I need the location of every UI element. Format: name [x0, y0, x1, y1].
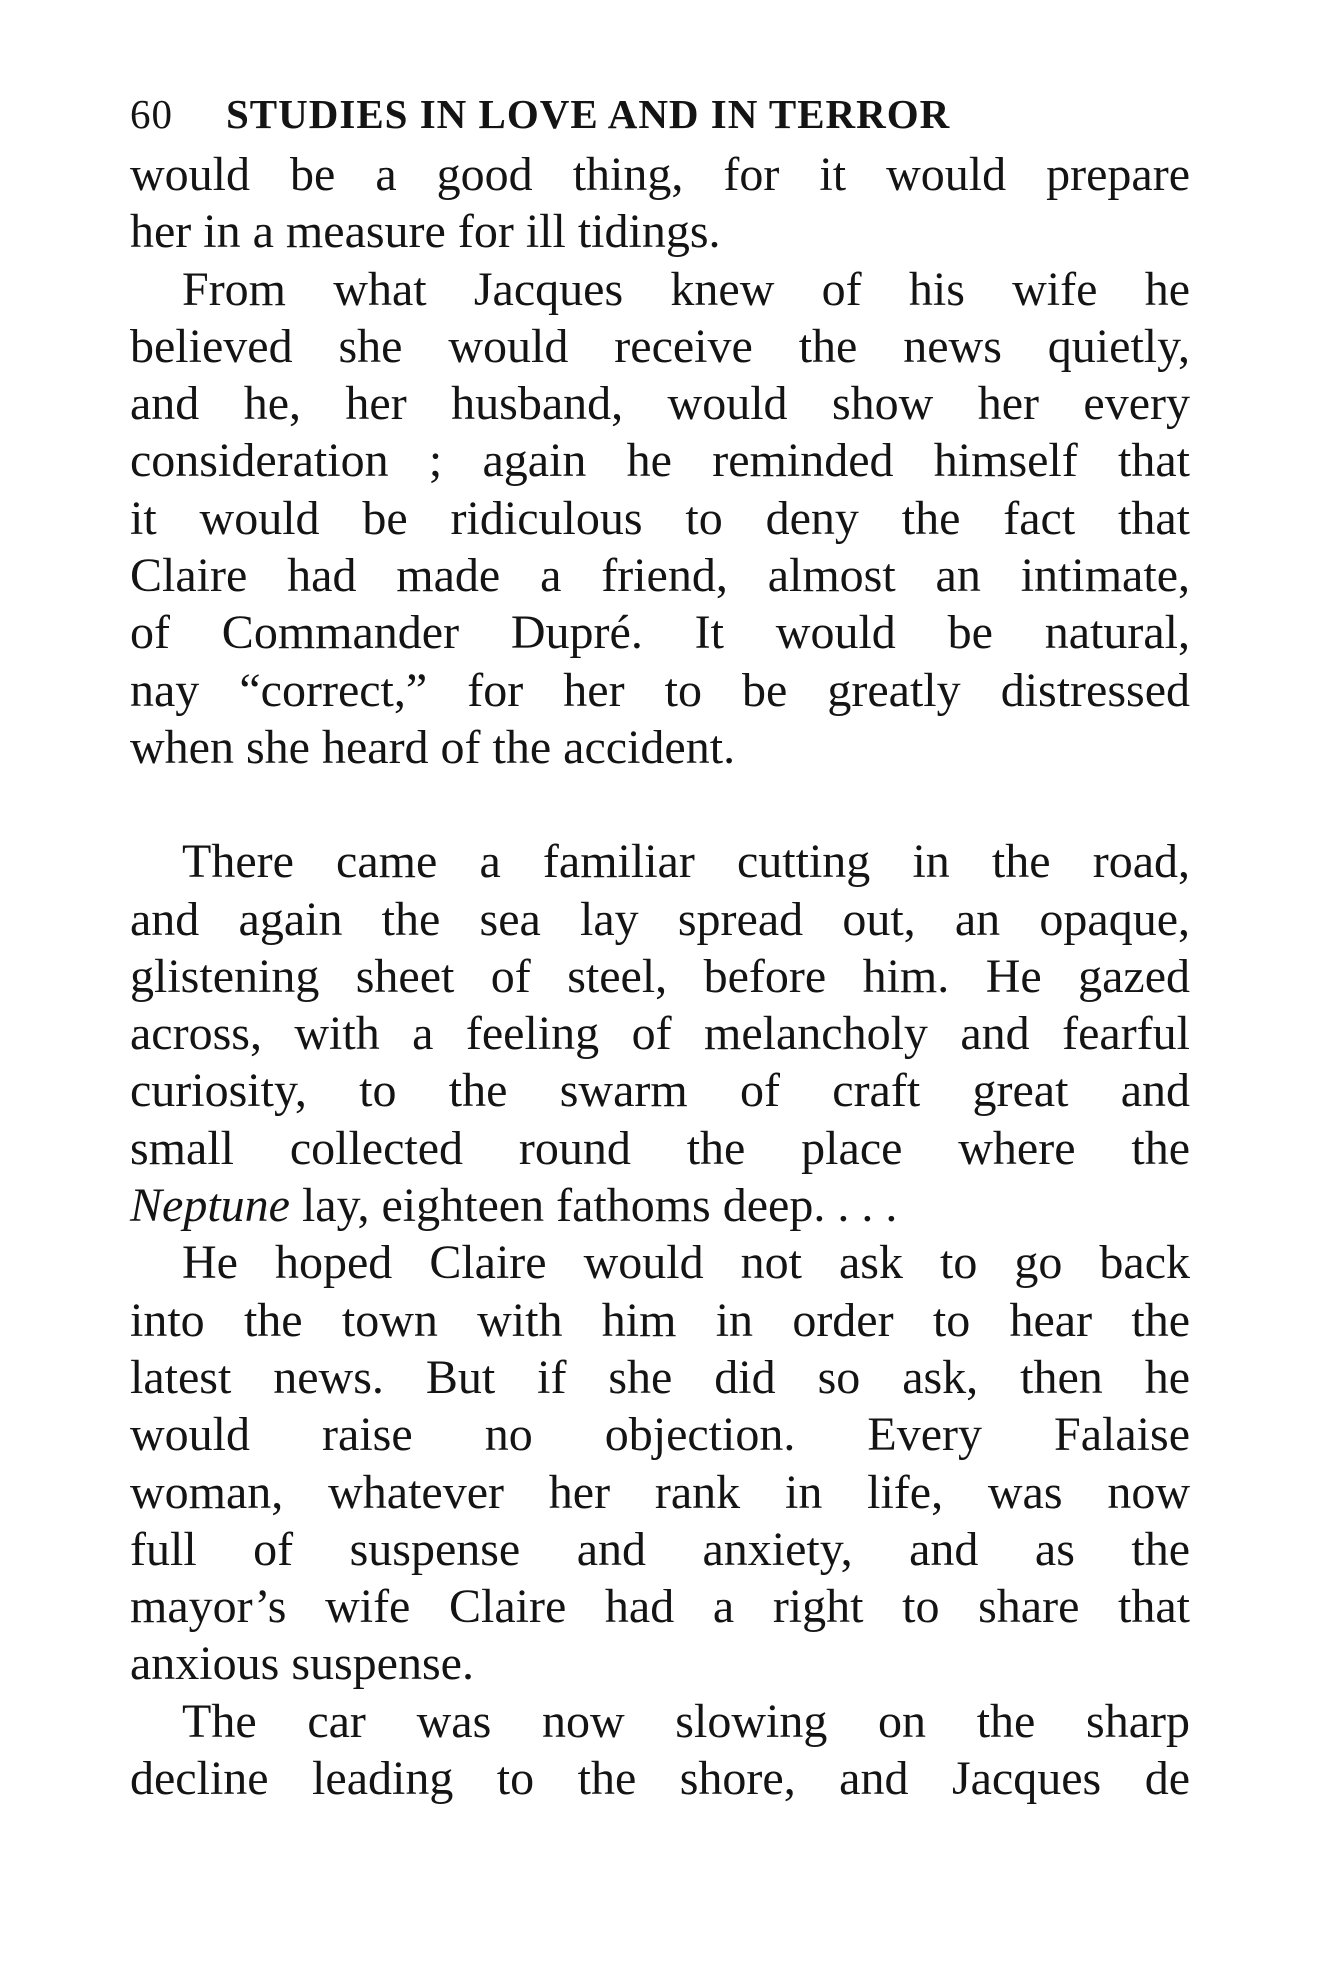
text-line: glistening sheet of steel, before him. He gazed [130, 949, 1190, 1003]
text-line: into the town with him in order to hear the [130, 1293, 1190, 1347]
text-line: her in a measure for ill tidings. [130, 205, 721, 259]
paragraph-3 [130, 833, 1190, 1234]
paragraph-2 [130, 261, 1190, 777]
text-line: small collected round the place where the [130, 1121, 1190, 1175]
text-line: believed she would receive the news quietly, [130, 319, 1190, 373]
text-line: decline leading to the shore, and Jacques de [130, 1752, 1190, 1806]
text-line: and he, her husband, would show her every [130, 377, 1190, 431]
text-line: and again the sea lay spread out, an opaque, [130, 892, 1190, 946]
text-line [130, 1177, 1190, 1234]
text-line: There came a familiar cutting in the road, [182, 835, 1190, 889]
paragraph-4 [130, 1234, 1190, 1692]
text-line: anxious suspense. [130, 1637, 474, 1691]
text-line: woman, whatever her rank in life, was now [130, 1465, 1190, 1519]
text-line: He hoped Claire would not ask to go back [182, 1236, 1190, 1290]
text-line: would be a good thing, for it would prepare [130, 148, 1190, 201]
paragraph-1 [130, 146, 1190, 261]
text-line: latest news. But if she did so ask, then he [130, 1350, 1190, 1404]
ship-name: Neptune [130, 1179, 290, 1233]
text-line: Claire had made a friend, almost an intimate, [130, 549, 1190, 603]
text-line: when she heard of the accident. [130, 720, 736, 774]
text-line-rest: lay, eighteen fathoms deep. . . . [289, 1179, 898, 1233]
running-head [130, 86, 1190, 142]
text-line: The car was now slowing on the sharp [182, 1694, 1190, 1748]
text-line: would raise no objection. Every Falaise [130, 1408, 1190, 1462]
running-title: STUDIES IN LOVE AND IN TERROR [226, 91, 951, 137]
book-page [130, 86, 1190, 1807]
text-line: it would be ridiculous to deny the fact that [130, 491, 1190, 545]
page-number: 60 [130, 91, 173, 137]
text-line: full of suspense and anxiety, and as the [130, 1522, 1190, 1576]
text-line: of Commander Dupré. It would be natural, [130, 606, 1190, 660]
text-line: across, with a feeling of melancholy and fearful [130, 1007, 1190, 1061]
body-text [130, 146, 1190, 1807]
text-line: consideration ; again he reminded himself that [130, 434, 1190, 488]
section-break [130, 776, 1190, 833]
paragraph-5 [130, 1693, 1190, 1808]
text-line: nay “correct,” for her to be greatly distressed [130, 663, 1190, 717]
text-line: mayor’s wife Claire had a right to share that [130, 1580, 1190, 1634]
text-line: curiosity, to the swarm of craft great and [130, 1064, 1190, 1118]
text-line: From what Jacques knew of his wife he [182, 262, 1190, 316]
